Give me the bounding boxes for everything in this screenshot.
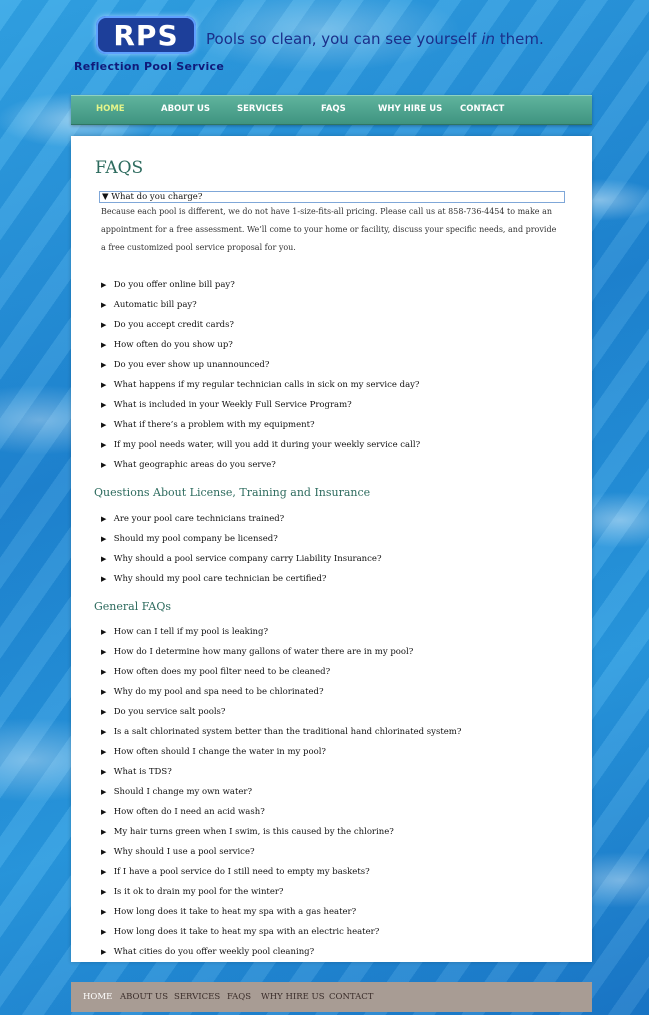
- faq-question[interactable]: [101, 827, 394, 837]
- faq-question[interactable]: [101, 787, 252, 797]
- faq-question-text: Is it ok to drain my pool for the winter?: [113, 887, 284, 897]
- faq-question-text: How do I determine how many gallons of water there are in my pool?: [113, 647, 414, 657]
- footer-why-hire-us[interactable]: WHY HIRE US: [261, 992, 325, 1002]
- faq-question-text: Should I change my own water?: [113, 787, 253, 797]
- caret-right-icon: ▶: [101, 948, 107, 956]
- faq-question[interactable]: [101, 320, 234, 330]
- faq-question[interactable]: [101, 380, 420, 390]
- nav-about-us[interactable]: ABOUT US: [161, 104, 210, 114]
- faq-question[interactable]: [101, 867, 370, 877]
- caret-right-icon: ▶: [101, 441, 107, 449]
- caret-right-icon: ▶: [101, 555, 107, 563]
- faq-question-text: Automatic bill pay?: [113, 300, 197, 310]
- faq-question[interactable]: [101, 300, 197, 310]
- caret-right-icon: ▶: [101, 808, 107, 816]
- faq-question[interactable]: [101, 887, 283, 897]
- faq-question[interactable]: [101, 807, 265, 817]
- faq-question[interactable]: [101, 947, 314, 957]
- page-title: FAQS: [95, 158, 144, 178]
- faq-question[interactable]: [101, 767, 172, 777]
- caret-right-icon: ▶: [101, 321, 107, 329]
- caret-right-icon: ▶: [101, 361, 107, 369]
- faq-question-text: What is TDS?: [113, 767, 172, 777]
- section-license-title: Questions About License, Training and Insurance: [94, 486, 371, 499]
- footer-services[interactable]: SERVICES: [174, 992, 221, 1002]
- faq-question-text: Do you service salt pools?: [113, 707, 226, 717]
- faq-question-text: What geographic areas do you serve?: [113, 460, 276, 470]
- caret-right-icon: ▶: [101, 341, 107, 349]
- faq-question-text: Why should a pool service company carry Liability Insurance?: [113, 554, 382, 564]
- faq-question-text: What is included in your Weekly Full Service Program?: [113, 400, 352, 410]
- nav-home[interactable]: HOME: [96, 104, 125, 114]
- faq-question[interactable]: [101, 460, 276, 470]
- caret-right-icon: ▶: [101, 688, 107, 696]
- caret-right-icon: ▶: [101, 421, 107, 429]
- footer-nav: [71, 982, 592, 1012]
- caret-right-icon: ▶: [101, 908, 107, 916]
- faq-question[interactable]: [101, 534, 278, 544]
- faq-question-text: Why should my pool care technician be certified?: [113, 574, 327, 584]
- faq-question[interactable]: [101, 554, 382, 564]
- faq-question[interactable]: [101, 687, 324, 697]
- caret-right-icon: ▶: [101, 708, 107, 716]
- nav-services[interactable]: SERVICES: [237, 104, 284, 114]
- caret-right-icon: ▶: [101, 575, 107, 583]
- caret-right-icon: ▶: [101, 868, 107, 876]
- caret-right-icon: ▶: [101, 401, 107, 409]
- faq-question-text: How often does my pool filter need to be cleaned?: [113, 667, 331, 677]
- main-nav: [71, 95, 592, 125]
- footer-home[interactable]: HOME: [83, 992, 113, 1002]
- faq-question[interactable]: [101, 280, 235, 290]
- caret-right-icon: ▶: [101, 748, 107, 756]
- nav-why-hire-us[interactable]: WHY HIRE US: [378, 104, 443, 114]
- faq-question[interactable]: [101, 707, 225, 717]
- faq-question[interactable]: [101, 360, 269, 370]
- faq-question-text: How long does it take to heat my spa with an electric heater?: [113, 927, 380, 937]
- faq-question[interactable]: [101, 400, 352, 410]
- nav-contact[interactable]: CONTACT: [460, 104, 505, 114]
- section-general-title: General FAQs: [94, 600, 172, 613]
- caret-right-icon: ▶: [101, 768, 107, 776]
- caret-right-icon: ▶: [101, 301, 107, 309]
- faq-question[interactable]: [101, 340, 233, 350]
- caret-right-icon: ▶: [101, 888, 107, 896]
- faq-question[interactable]: [101, 747, 326, 757]
- caret-right-icon: ▶: [101, 668, 107, 676]
- caret-right-icon: ▶: [101, 461, 107, 469]
- faq-question[interactable]: [101, 907, 356, 917]
- faq-question[interactable]: [101, 627, 268, 637]
- faq-question-text: How often do I need an acid wash?: [113, 807, 265, 817]
- caret-right-icon: ▶: [101, 928, 107, 936]
- faq-question[interactable]: [101, 927, 379, 937]
- faq-question[interactable]: [101, 514, 284, 524]
- caret-right-icon: ▶: [101, 848, 107, 856]
- nav-faqs[interactable]: FAQS: [321, 104, 346, 114]
- faq-question[interactable]: [101, 574, 326, 584]
- faq-question-text: How often should I change the water in my pool?: [113, 747, 326, 757]
- faq-question[interactable]: [101, 647, 413, 657]
- faq-question-text: Do you accept credit cards?: [113, 320, 234, 330]
- logo-text: RPS: [113, 18, 179, 52]
- caret-right-icon: ▶: [101, 381, 107, 389]
- faq-open-answer: Because each pool is different, we do not have 1-size-fits-all pricing. Please call us at 858-736-4454 to make an appointment for a free assessment. We’ll come to your home or facility, discuss your specific needs, and provide a free customized pool service proposal for you.: [101, 207, 557, 252]
- faq-question-text: Are your pool care technicians trained?: [113, 514, 285, 524]
- footer-about-us[interactable]: ABOUT US: [120, 992, 169, 1002]
- faq-open-question[interactable]: ▼ What do you charge?: [99, 191, 565, 203]
- faq-question[interactable]: [101, 727, 461, 737]
- footer-contact[interactable]: CONTACT: [329, 992, 374, 1002]
- content-panel: [71, 136, 592, 962]
- caret-right-icon: ▶: [101, 728, 107, 736]
- faq-question[interactable]: [101, 440, 420, 450]
- faq-question-text: What if there’s a problem with my equipment?: [113, 420, 315, 430]
- faq-question-text: Do you offer online bill pay?: [113, 280, 235, 290]
- company-name: Reflection Pool Service: [74, 60, 225, 73]
- faq-question-text: My hair turns green when I swim, is this caused by the chlorine?: [113, 827, 394, 837]
- faq-question-text: Why should I use a pool service?: [113, 847, 255, 857]
- faq-question-text: Is a salt chlorinated system better than the traditional hand chlorinated system?: [113, 727, 462, 737]
- caret-right-icon: ▶: [101, 281, 107, 289]
- faq-question-text: If my pool needs water, will you add it during your weekly service call?: [113, 440, 421, 450]
- caret-right-icon: ▶: [101, 515, 107, 523]
- caret-right-icon: ▶: [101, 628, 107, 636]
- faq-question-text: If I have a pool service do I still need to empty my baskets?: [113, 867, 370, 877]
- caret-right-icon: ▶: [101, 535, 107, 543]
- faq-question-text: How can I tell if my pool is leaking?: [113, 627, 269, 637]
- faq-question-text: What happens if my regular technician calls in sick on my service day?: [113, 380, 420, 390]
- tagline: Pools so clean, you can see yourself in them.: [206, 30, 544, 48]
- caret-right-icon: ▶: [101, 828, 107, 836]
- caret-down-icon: ▼: [102, 192, 109, 202]
- faq-question[interactable]: [101, 667, 330, 677]
- faq-question-text: How often do you show up?: [113, 340, 233, 350]
- faq-question-text: How long does it take to heat my spa with a gas heater?: [113, 907, 357, 917]
- faq-question-text: Do you ever show up unannounced?: [113, 360, 270, 370]
- footer-faqs[interactable]: FAQS: [227, 992, 252, 1002]
- faq-question-text: Should my pool company be licensed?: [113, 534, 278, 544]
- faq-question[interactable]: [101, 420, 315, 430]
- faq-question-text: What cities do you offer weekly pool cleaning?: [113, 947, 315, 957]
- caret-right-icon: ▶: [101, 648, 107, 656]
- faq-question-text: Why do my pool and spa need to be chlorinated?: [113, 687, 324, 697]
- faq-question[interactable]: [101, 847, 255, 857]
- rps-logo[interactable]: [96, 16, 196, 54]
- caret-right-icon: ▶: [101, 788, 107, 796]
